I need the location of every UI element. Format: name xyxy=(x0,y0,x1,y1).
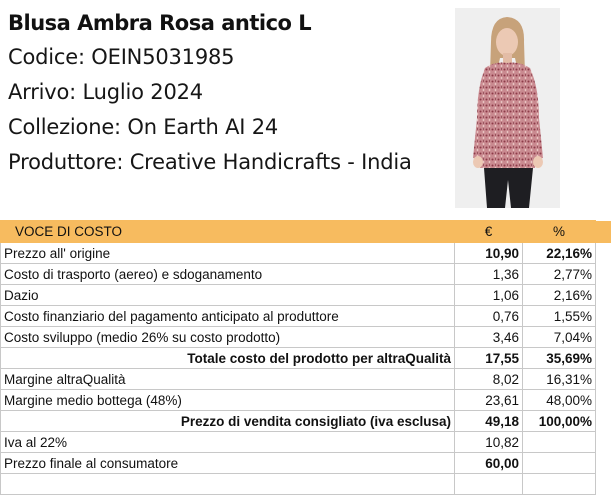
header-currency: € xyxy=(455,221,523,243)
product-arrival: Arrivo: Luglio 2024 xyxy=(8,80,203,104)
cost-item-value: 3,46 xyxy=(455,327,523,348)
table-row xyxy=(1,369,611,390)
cost-item-label: Costo di trasporto (aereo) e sdoganamento xyxy=(1,264,455,285)
cost-item-percent: 7,04% xyxy=(523,327,596,348)
cost-item-value: 23,61 xyxy=(455,390,523,411)
header-percent: % xyxy=(523,221,596,243)
cost-item-percent xyxy=(523,432,596,453)
product-photo xyxy=(455,8,560,208)
cost-item-label: Iva al 22% xyxy=(1,432,455,453)
cost-item-percent xyxy=(523,453,596,474)
table-row xyxy=(1,411,611,432)
cost-item-value: 1,06 xyxy=(455,285,523,306)
table-row xyxy=(1,285,611,306)
cost-item-label: Prezzo all' origine xyxy=(1,243,455,264)
table-row xyxy=(1,453,611,474)
table-row xyxy=(1,243,611,264)
cost-item-percent: 22,16% xyxy=(523,243,596,264)
cost-item-percent: 100,00% xyxy=(523,411,596,432)
cost-item-value: 17,55 xyxy=(455,348,523,369)
cost-item-label: Costo sviluppo (medio 26% su costo prodotto) xyxy=(1,327,455,348)
cost-item-value: 8,02 xyxy=(455,369,523,390)
cost-item-value: 49,18 xyxy=(455,411,523,432)
product-code: Codice: OEIN5031985 xyxy=(8,45,235,69)
cost-item-label: Totale costo del prodotto per altraQualità xyxy=(1,348,455,369)
cost-item-label: Prezzo di vendita consigliato (iva esclusa) xyxy=(1,411,455,432)
table-header-row xyxy=(1,221,611,243)
cost-item-label: Margine altraQualità xyxy=(1,369,455,390)
cost-item-percent: 1,55% xyxy=(523,306,596,327)
cost-item-percent xyxy=(523,474,596,495)
cost-item-label: Prezzo finale al consumatore xyxy=(1,453,455,474)
table-row xyxy=(1,474,611,495)
cost-item-value: 60,00 xyxy=(455,453,523,474)
product-title: Blusa Ambra Rosa antico L xyxy=(8,11,312,35)
cost-item-value: 0,76 xyxy=(455,306,523,327)
model-wearing-blouse-image xyxy=(455,8,560,208)
cost-item-percent: 48,00% xyxy=(523,390,596,411)
product-collection: Collezione: On Earth AI 24 xyxy=(8,115,279,139)
table-row xyxy=(1,432,611,453)
table-row xyxy=(1,264,611,285)
product-info xyxy=(8,6,412,180)
cost-item-percent: 35,69% xyxy=(523,348,596,369)
table-row xyxy=(1,327,611,348)
cost-item-value: 10,82 xyxy=(455,432,523,453)
cost-item-value xyxy=(455,474,523,495)
cost-item-label xyxy=(1,474,455,495)
cost-item-label: Margine medio bottega (48%) xyxy=(1,390,455,411)
cost-item-value: 1,36 xyxy=(455,264,523,285)
cost-item-label: Dazio xyxy=(1,285,455,306)
table-row xyxy=(1,390,611,411)
cost-item-label: Costo finanziario del pagamento anticipato al produttore xyxy=(1,306,455,327)
cost-item-percent: 16,31% xyxy=(523,369,596,390)
cost-breakdown-table xyxy=(0,220,611,495)
cost-item-percent: 2,16% xyxy=(523,285,596,306)
table-row xyxy=(1,348,611,369)
product-producer: Produttore: Creative Handicrafts - India xyxy=(8,150,412,174)
table-row xyxy=(1,306,611,327)
cost-item-percent: 2,77% xyxy=(523,264,596,285)
cost-item-value: 10,90 xyxy=(455,243,523,264)
header-cost-item: VOCE DI COSTO xyxy=(1,221,455,243)
